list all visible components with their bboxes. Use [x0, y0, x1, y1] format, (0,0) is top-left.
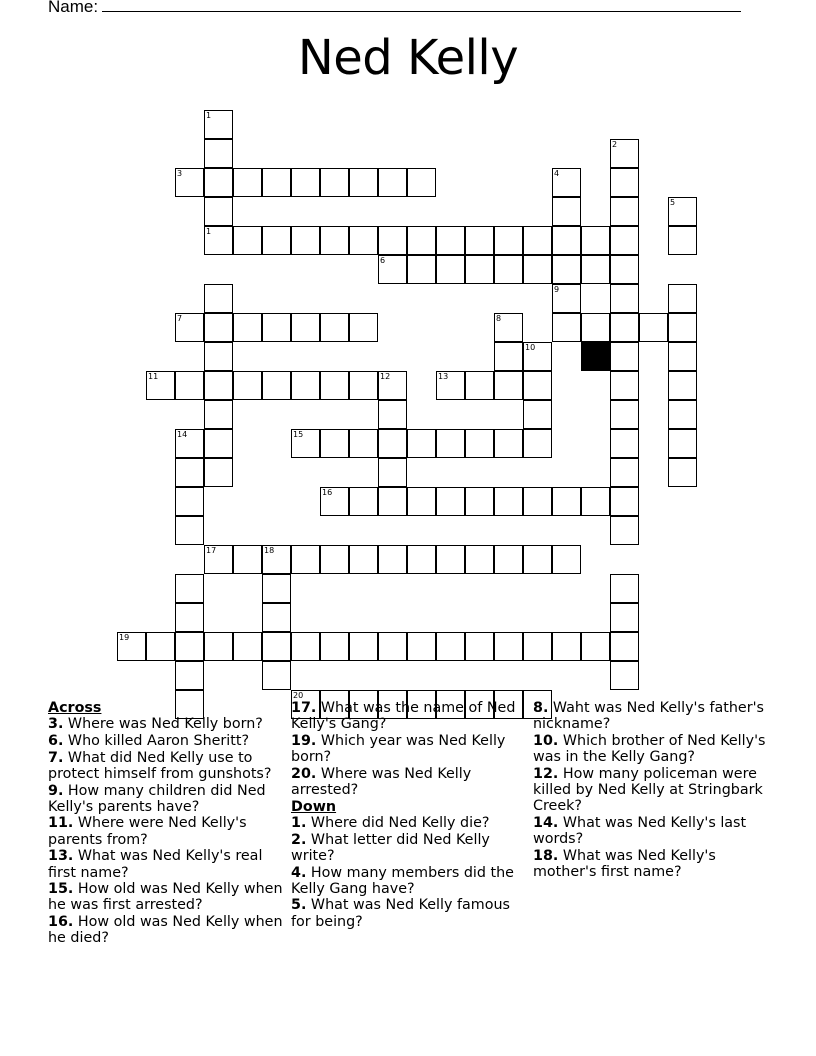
clue-column-1 [48, 700, 283, 947]
answer-cell[interactable] [407, 487, 436, 516]
clue-item [48, 881, 283, 913]
answer-cell[interactable] [407, 226, 436, 255]
answer-cell[interactable] [378, 255, 407, 284]
clue-item [533, 815, 768, 847]
answer-cell[interactable] [494, 632, 523, 661]
answer-cell[interactable] [494, 226, 523, 255]
answer-cell[interactable] [320, 313, 349, 342]
answer-cell[interactable] [378, 429, 407, 458]
answer-cell[interactable] [204, 284, 233, 313]
clue-item [48, 914, 283, 946]
answer-cell[interactable] [436, 255, 465, 284]
answer-cell[interactable] [552, 313, 581, 342]
clue-item-number: 19. [291, 732, 317, 749]
answer-cell[interactable] [233, 313, 262, 342]
answer-cell[interactable] [523, 487, 552, 516]
clue-item-number: 1. [291, 814, 307, 831]
answer-cell[interactable] [668, 458, 697, 487]
clue-item-number: 9. [48, 782, 64, 799]
answer-cell[interactable] [523, 342, 552, 371]
clue-item-number: 7. [48, 749, 64, 766]
clue-column-2 [291, 700, 526, 930]
answer-cell[interactable] [668, 284, 697, 313]
answer-cell[interactable] [465, 371, 494, 400]
answer-cell[interactable] [610, 458, 639, 487]
answer-cell[interactable] [610, 255, 639, 284]
answer-cell[interactable] [175, 661, 204, 690]
answer-cell[interactable] [291, 371, 320, 400]
clue-item [291, 700, 526, 732]
answer-cell[interactable] [204, 632, 233, 661]
answer-cell[interactable] [320, 371, 349, 400]
answer-cell[interactable] [175, 487, 204, 516]
answer-cell[interactable] [349, 487, 378, 516]
clue-number: 16 [322, 488, 333, 497]
answer-cell[interactable] [552, 284, 581, 313]
clue-item-number: 18. [533, 847, 559, 864]
clue-item-text: How old was Ned Kelly when he died? [48, 914, 283, 947]
answer-cell[interactable] [175, 458, 204, 487]
answer-cell[interactable] [523, 429, 552, 458]
answer-cell[interactable] [204, 545, 233, 574]
answer-cell[interactable] [436, 487, 465, 516]
answer-cell[interactable] [407, 168, 436, 197]
clue-item-text: What was Ned Kelly's mother's first name? [533, 847, 716, 881]
answer-cell[interactable] [523, 255, 552, 284]
clue-item-text: What was Ned Kelly famous for being? [291, 897, 510, 930]
answer-cell[interactable] [233, 371, 262, 400]
answer-cell[interactable] [262, 226, 291, 255]
answer-cell[interactable] [262, 545, 291, 574]
answer-cell[interactable] [552, 632, 581, 661]
clue-number: 7 [177, 314, 183, 323]
answer-cell[interactable] [204, 168, 233, 197]
clue-item-number: 16. [48, 914, 74, 931]
clue-item-number: 14. [533, 814, 559, 831]
answer-cell[interactable] [465, 545, 494, 574]
clue-section-heading: Down [291, 798, 337, 815]
answer-cell[interactable] [610, 429, 639, 458]
clue-item-number: 11. [48, 815, 74, 832]
answer-cell[interactable] [175, 429, 204, 458]
clue-item-number: 8. [533, 700, 549, 716]
answer-cell[interactable] [204, 400, 233, 429]
answer-cell[interactable] [378, 545, 407, 574]
answer-cell[interactable] [349, 313, 378, 342]
answer-cell[interactable] [494, 545, 523, 574]
clue-number: 20 [293, 691, 304, 700]
clue-item-text: Which brother of Ned Kelly's was in the Kelly Gang? [533, 732, 766, 766]
clue-number: 12 [380, 372, 391, 381]
answer-cell[interactable] [146, 371, 175, 400]
answer-cell[interactable] [552, 487, 581, 516]
answer-cell[interactable] [262, 574, 291, 603]
answer-cell[interactable] [291, 632, 320, 661]
clue-item-text: Which year was Ned Kelly born? [291, 732, 506, 766]
answer-cell[interactable] [262, 661, 291, 690]
clue-number: 1 [206, 227, 212, 236]
clue-number: 17 [206, 546, 217, 555]
answer-cell[interactable] [523, 371, 552, 400]
clue-number: 19 [119, 633, 130, 642]
answer-cell[interactable] [407, 429, 436, 458]
clue-item [533, 700, 768, 732]
clue-item-text: How old was Ned Kelly when he was first arrested? [48, 881, 283, 914]
answer-cell[interactable] [552, 226, 581, 255]
answer-cell[interactable] [668, 371, 697, 400]
clue-number: 11 [148, 372, 159, 381]
answer-cell[interactable] [204, 139, 233, 168]
clue-item [48, 733, 283, 749]
clue-number: 2 [612, 140, 618, 149]
answer-cell[interactable] [320, 632, 349, 661]
answer-cell[interactable] [378, 400, 407, 429]
answer-cell[interactable] [175, 168, 204, 197]
answer-cell[interactable] [407, 255, 436, 284]
answer-cell[interactable] [610, 603, 639, 632]
answer-cell[interactable] [320, 429, 349, 458]
answer-cell[interactable] [610, 632, 639, 661]
answer-cell[interactable] [349, 429, 378, 458]
answer-cell[interactable] [581, 487, 610, 516]
answer-cell[interactable] [494, 313, 523, 342]
answer-cell[interactable] [291, 226, 320, 255]
answer-cell[interactable] [436, 226, 465, 255]
clue-number: 10 [525, 343, 536, 352]
answer-cell[interactable] [436, 371, 465, 400]
answer-cell[interactable] [204, 110, 233, 139]
clue-item-text: What was Ned Kelly's real first name? [48, 848, 263, 881]
answer-cell[interactable] [610, 313, 639, 342]
clue-item-number: 17. [291, 700, 317, 716]
clue-item [291, 897, 526, 929]
clue-section-heading: Across [48, 700, 102, 716]
answer-cell[interactable] [552, 255, 581, 284]
answer-cell[interactable] [262, 371, 291, 400]
clue-item-number: 3. [48, 716, 64, 733]
clue-item-text: How many policeman were killed by Ned Kelly at Stringbark Creek? [533, 765, 763, 815]
answer-cell[interactable] [610, 197, 639, 226]
answer-cell[interactable] [204, 371, 233, 400]
clue-item-number: 4. [291, 864, 307, 881]
answer-cell[interactable] [204, 458, 233, 487]
answer-cell[interactable] [668, 400, 697, 429]
answer-cell[interactable] [581, 313, 610, 342]
answer-cell[interactable] [668, 226, 697, 255]
clue-item-number: 20. [291, 765, 317, 782]
answer-cell[interactable] [668, 197, 697, 226]
answer-cell[interactable] [523, 545, 552, 574]
answer-cell[interactable] [465, 255, 494, 284]
clue-item [291, 865, 526, 897]
clue-item [48, 848, 283, 880]
answer-cell[interactable] [668, 313, 697, 342]
answer-cell[interactable] [552, 197, 581, 226]
answer-cell[interactable] [204, 342, 233, 371]
clue-item-text: Who killed Aaron Sheritt? [63, 732, 250, 749]
clue-column-3 [533, 700, 768, 881]
answer-cell[interactable] [610, 661, 639, 690]
clue-item-number: 12. [533, 765, 559, 782]
clue-number: 5 [670, 198, 676, 207]
answer-cell[interactable] [378, 226, 407, 255]
answer-cell[interactable] [349, 226, 378, 255]
answer-cell[interactable] [581, 255, 610, 284]
clue-item [533, 848, 768, 880]
clue-number: 18 [264, 546, 275, 555]
answer-cell[interactable] [175, 313, 204, 342]
answer-cell[interactable] [175, 371, 204, 400]
blocked-cell [581, 342, 610, 371]
clue-item-text: Where was Ned Kelly born? [63, 716, 263, 733]
answer-cell[interactable] [204, 226, 233, 255]
answer-cell[interactable] [204, 429, 233, 458]
answer-cell[interactable] [378, 632, 407, 661]
answer-cell[interactable] [523, 400, 552, 429]
answer-cell[interactable] [494, 487, 523, 516]
answer-cell[interactable] [262, 313, 291, 342]
answer-cell[interactable] [494, 371, 523, 400]
answer-cell[interactable] [610, 168, 639, 197]
answer-cell[interactable] [436, 632, 465, 661]
answer-cell[interactable] [494, 429, 523, 458]
answer-cell[interactable] [349, 545, 378, 574]
answer-cell[interactable] [465, 487, 494, 516]
clue-item-text: What did Ned Kelly use to protect himself from gunshots? [48, 749, 272, 782]
answer-cell[interactable] [523, 226, 552, 255]
answer-cell[interactable] [175, 574, 204, 603]
answer-cell[interactable] [668, 342, 697, 371]
answer-cell[interactable] [407, 632, 436, 661]
answer-cell[interactable] [610, 400, 639, 429]
answer-cell[interactable] [320, 168, 349, 197]
answer-cell[interactable] [610, 284, 639, 313]
answer-cell[interactable] [610, 342, 639, 371]
answer-cell[interactable] [436, 545, 465, 574]
clue-item [533, 766, 768, 815]
answer-cell[interactable] [320, 226, 349, 255]
answer-cell[interactable] [349, 371, 378, 400]
clue-number: 1 [206, 111, 212, 120]
clue-item-number: 13. [48, 848, 74, 865]
answer-cell[interactable] [494, 342, 523, 371]
answer-cell[interactable] [639, 313, 668, 342]
clue-item [291, 832, 526, 864]
answer-cell[interactable] [610, 226, 639, 255]
clue-item [291, 733, 526, 765]
clue-item [48, 750, 283, 782]
clue-number: 13 [438, 372, 449, 381]
answer-cell[interactable] [436, 429, 465, 458]
answer-cell[interactable] [378, 168, 407, 197]
answer-cell[interactable] [262, 632, 291, 661]
clue-number: 4 [554, 169, 560, 178]
answer-cell[interactable] [233, 168, 262, 197]
answer-cell[interactable] [378, 371, 407, 400]
answer-cell[interactable] [117, 632, 146, 661]
clue-item-number: 10. [533, 732, 559, 749]
clue-item-number: 2. [291, 831, 307, 848]
answer-cell[interactable] [552, 168, 581, 197]
answer-cell[interactable] [233, 545, 262, 574]
answer-cell[interactable] [146, 632, 175, 661]
clue-item-text: What was the name of Ned Kelly's Gang? [291, 700, 516, 733]
clue-item [291, 815, 526, 831]
answer-cell[interactable] [581, 632, 610, 661]
answer-cell[interactable] [581, 226, 610, 255]
answer-cell[interactable] [610, 487, 639, 516]
clue-item [48, 815, 283, 847]
answer-cell[interactable] [465, 226, 494, 255]
answer-cell[interactable] [233, 632, 262, 661]
clue-item-number: 6. [48, 732, 64, 749]
clue-item-number: 5. [291, 897, 307, 914]
clue-number: 6 [380, 256, 386, 265]
clue-item-text: Where was Ned Kelly arrested? [291, 765, 472, 799]
answer-cell[interactable] [291, 313, 320, 342]
answer-cell[interactable] [407, 545, 436, 574]
clue-item-text: What letter did Ned Kelly write? [291, 831, 490, 864]
answer-cell[interactable] [610, 371, 639, 400]
clue-item [48, 783, 283, 815]
answer-cell[interactable] [175, 603, 204, 632]
answer-cell[interactable] [378, 487, 407, 516]
answer-cell[interactable] [668, 429, 697, 458]
answer-cell[interactable] [552, 545, 581, 574]
answer-cell[interactable] [320, 545, 349, 574]
answer-cell[interactable] [494, 255, 523, 284]
clue-item-text: How many children did Ned Kelly's parents have? [48, 782, 266, 815]
clue-item-text: Waht was Ned Kelly's father's nickname? [533, 700, 764, 733]
clue-item [291, 766, 526, 798]
clue-item-number: 15. [48, 881, 74, 898]
answer-cell[interactable] [175, 516, 204, 545]
clue-number: 8 [496, 314, 502, 323]
answer-cell[interactable] [465, 429, 494, 458]
clue-number: 15 [293, 430, 304, 439]
answer-cell[interactable] [610, 516, 639, 545]
clue-item-text: Where were Ned Kelly's parents from? [48, 815, 247, 848]
clue-item-text: How many members did the Kelly Gang have? [291, 864, 514, 897]
clue-item-text: Where did Ned Kelly die? [306, 814, 490, 831]
answer-cell[interactable] [465, 632, 494, 661]
answer-cell[interactable] [204, 313, 233, 342]
answer-cell[interactable] [349, 632, 378, 661]
answer-cell[interactable] [523, 632, 552, 661]
answer-cell[interactable] [291, 429, 320, 458]
clue-number: 14 [177, 430, 188, 439]
clue-number: 3 [177, 169, 183, 178]
answer-cell[interactable] [291, 168, 320, 197]
answer-cell[interactable] [320, 487, 349, 516]
answer-cell[interactable] [233, 226, 262, 255]
clue-item-text: What was Ned Kelly's last words? [533, 814, 747, 848]
clue-item [533, 733, 768, 765]
answer-cell[interactable] [349, 168, 378, 197]
clue-item [48, 716, 283, 732]
answer-cell[interactable] [610, 574, 639, 603]
answer-cell[interactable] [610, 139, 639, 168]
answer-cell[interactable] [378, 458, 407, 487]
answer-cell[interactable] [262, 603, 291, 632]
clue-number: 9 [554, 285, 560, 294]
answer-cell[interactable] [175, 632, 204, 661]
name-label: Name: [48, 0, 99, 16]
answer-cell[interactable] [204, 197, 233, 226]
page-title: Ned Kelly [297, 30, 519, 86]
answer-cell[interactable] [291, 545, 320, 574]
answer-cell[interactable] [262, 168, 291, 197]
